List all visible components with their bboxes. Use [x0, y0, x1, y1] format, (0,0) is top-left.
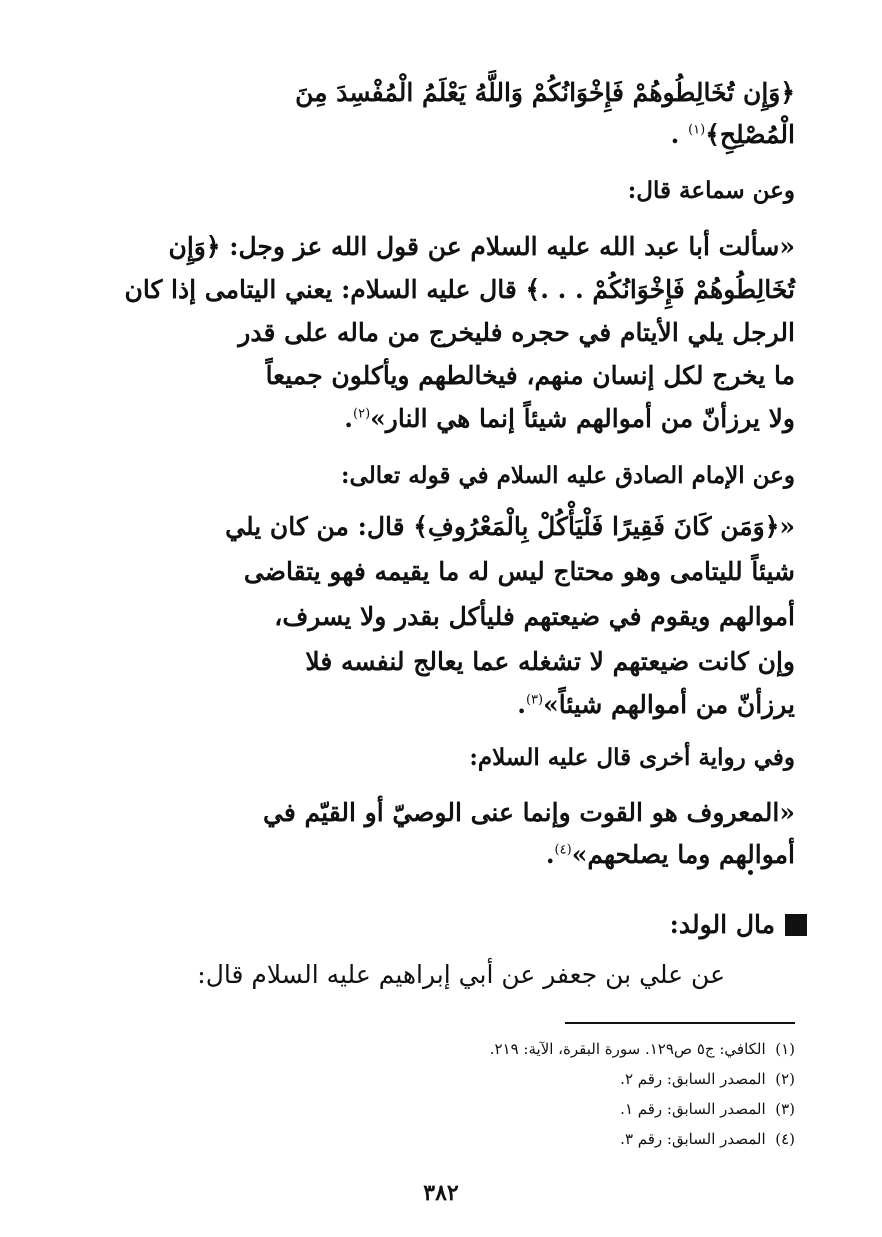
stray-dot: [748, 870, 753, 875]
quote-line-last: [344, 406, 795, 431]
verse-line-1: ﴿وَإِن تُخَالِطُوهُمْ فَإِخْوَانُكُمْ وَاللَّهُ يَعْلَمُ الْمُفْسِدَ مِنَ: [295, 78, 795, 107]
quote-text: أموالهم وما يصلحهم»: [571, 840, 795, 869]
page-number: ٣٨٢: [423, 1180, 459, 1206]
section-title: [670, 910, 807, 939]
footnote-ref: (٤): [554, 842, 572, 858]
footnote-item: [620, 1070, 795, 1088]
footnote-item: [620, 1100, 795, 1118]
quote-line-last: [517, 692, 795, 717]
quote-line: ما يخرج لكل إنسان منهم، فيخالطهم ويأكلون جميعاً: [265, 361, 795, 390]
quote-line-last: [546, 842, 795, 867]
footnote-ref: (٢): [353, 406, 371, 422]
quote-text: يرزأنّ من أموالهم شيئاً»: [543, 690, 795, 719]
verse-end: .: [670, 120, 680, 149]
footnote-item: [490, 1040, 795, 1058]
footnote-item: [620, 1130, 795, 1148]
narrator-heading: وعن سماعة قال:: [627, 177, 795, 204]
quote-end: .: [517, 690, 526, 719]
section-intro: عن علي بن جعفر عن أبي إبراهيم عليه السلام قال:: [197, 960, 725, 989]
verse-text: الْمُصْلِحِ﴾: [705, 120, 795, 149]
quote-line: «المعروف هو القوت وإنما عنى الوصيّ أو القيّم في: [263, 798, 795, 827]
footnote-number: (٢): [775, 1070, 795, 1088]
narrator-heading: وفي رواية أخرى قال عليه السلام:: [469, 744, 795, 771]
footnote-text: المصدر السابق: رقم ١.: [620, 1100, 766, 1118]
footnote-ref: (٣): [525, 692, 544, 708]
quote-line: «﴿وَمَن كَانَ فَقِيرًا فَلْيَأْكُلْ بِالْمَعْرُوفِ﴾ قال: من كان يلي: [225, 512, 795, 541]
quote-line: شيئاً لليتامى وهو محتاج ليس له ما يقيمه فهو يتقاضى: [243, 557, 795, 586]
quote-end: .: [344, 404, 353, 433]
quote-end: .: [545, 840, 555, 869]
quote-line: أموالهم ويقوم في ضيعتهم فليأكل بقدر ولا يسرف،: [274, 602, 795, 631]
quote-line: «سألت أبا عبد الله عليه السلام عن قول الله عز وجل: ﴿وَإِن: [168, 232, 795, 261]
square-bullet-icon: [785, 914, 807, 936]
footnote-text: الكافي: ج٥ ص١٢٩. سورة البقرة، الآية: ٢١٩.: [489, 1040, 766, 1058]
footnote-text: المصدر السابق: رقم ٣.: [620, 1130, 766, 1148]
footnote-number: (١): [775, 1040, 795, 1058]
verse-line-2: [671, 122, 795, 147]
footnote-number: (٤): [775, 1130, 795, 1148]
footnote-text: المصدر السابق: رقم ٢.: [620, 1070, 766, 1088]
footnote-number: (٣): [775, 1100, 795, 1118]
narrator-heading: وعن الإمام الصادق عليه السلام في قوله تعالى:: [341, 462, 795, 489]
quote-line: تُخَالِطُوهُمْ فَإِخْوَانُكُمْ . . .﴾ قال عليه السلام: يعني اليتامى إذا كان: [124, 275, 795, 304]
section-title-text: مال الولد:: [669, 910, 775, 939]
quote-line: وإن كانت ضيعتهم لا تشغله عما يعالج لنفسه فلا: [305, 647, 795, 676]
quote-text: ولا يرزأنّ من أموالهم شيئاً إنما هي النار»: [370, 404, 795, 433]
footnote-ref: (١): [688, 122, 706, 138]
footnote-divider: [565, 1022, 795, 1024]
quote-line: الرجل يلي الأيتام في حجره فليخرج من ماله على قدر: [238, 318, 795, 347]
